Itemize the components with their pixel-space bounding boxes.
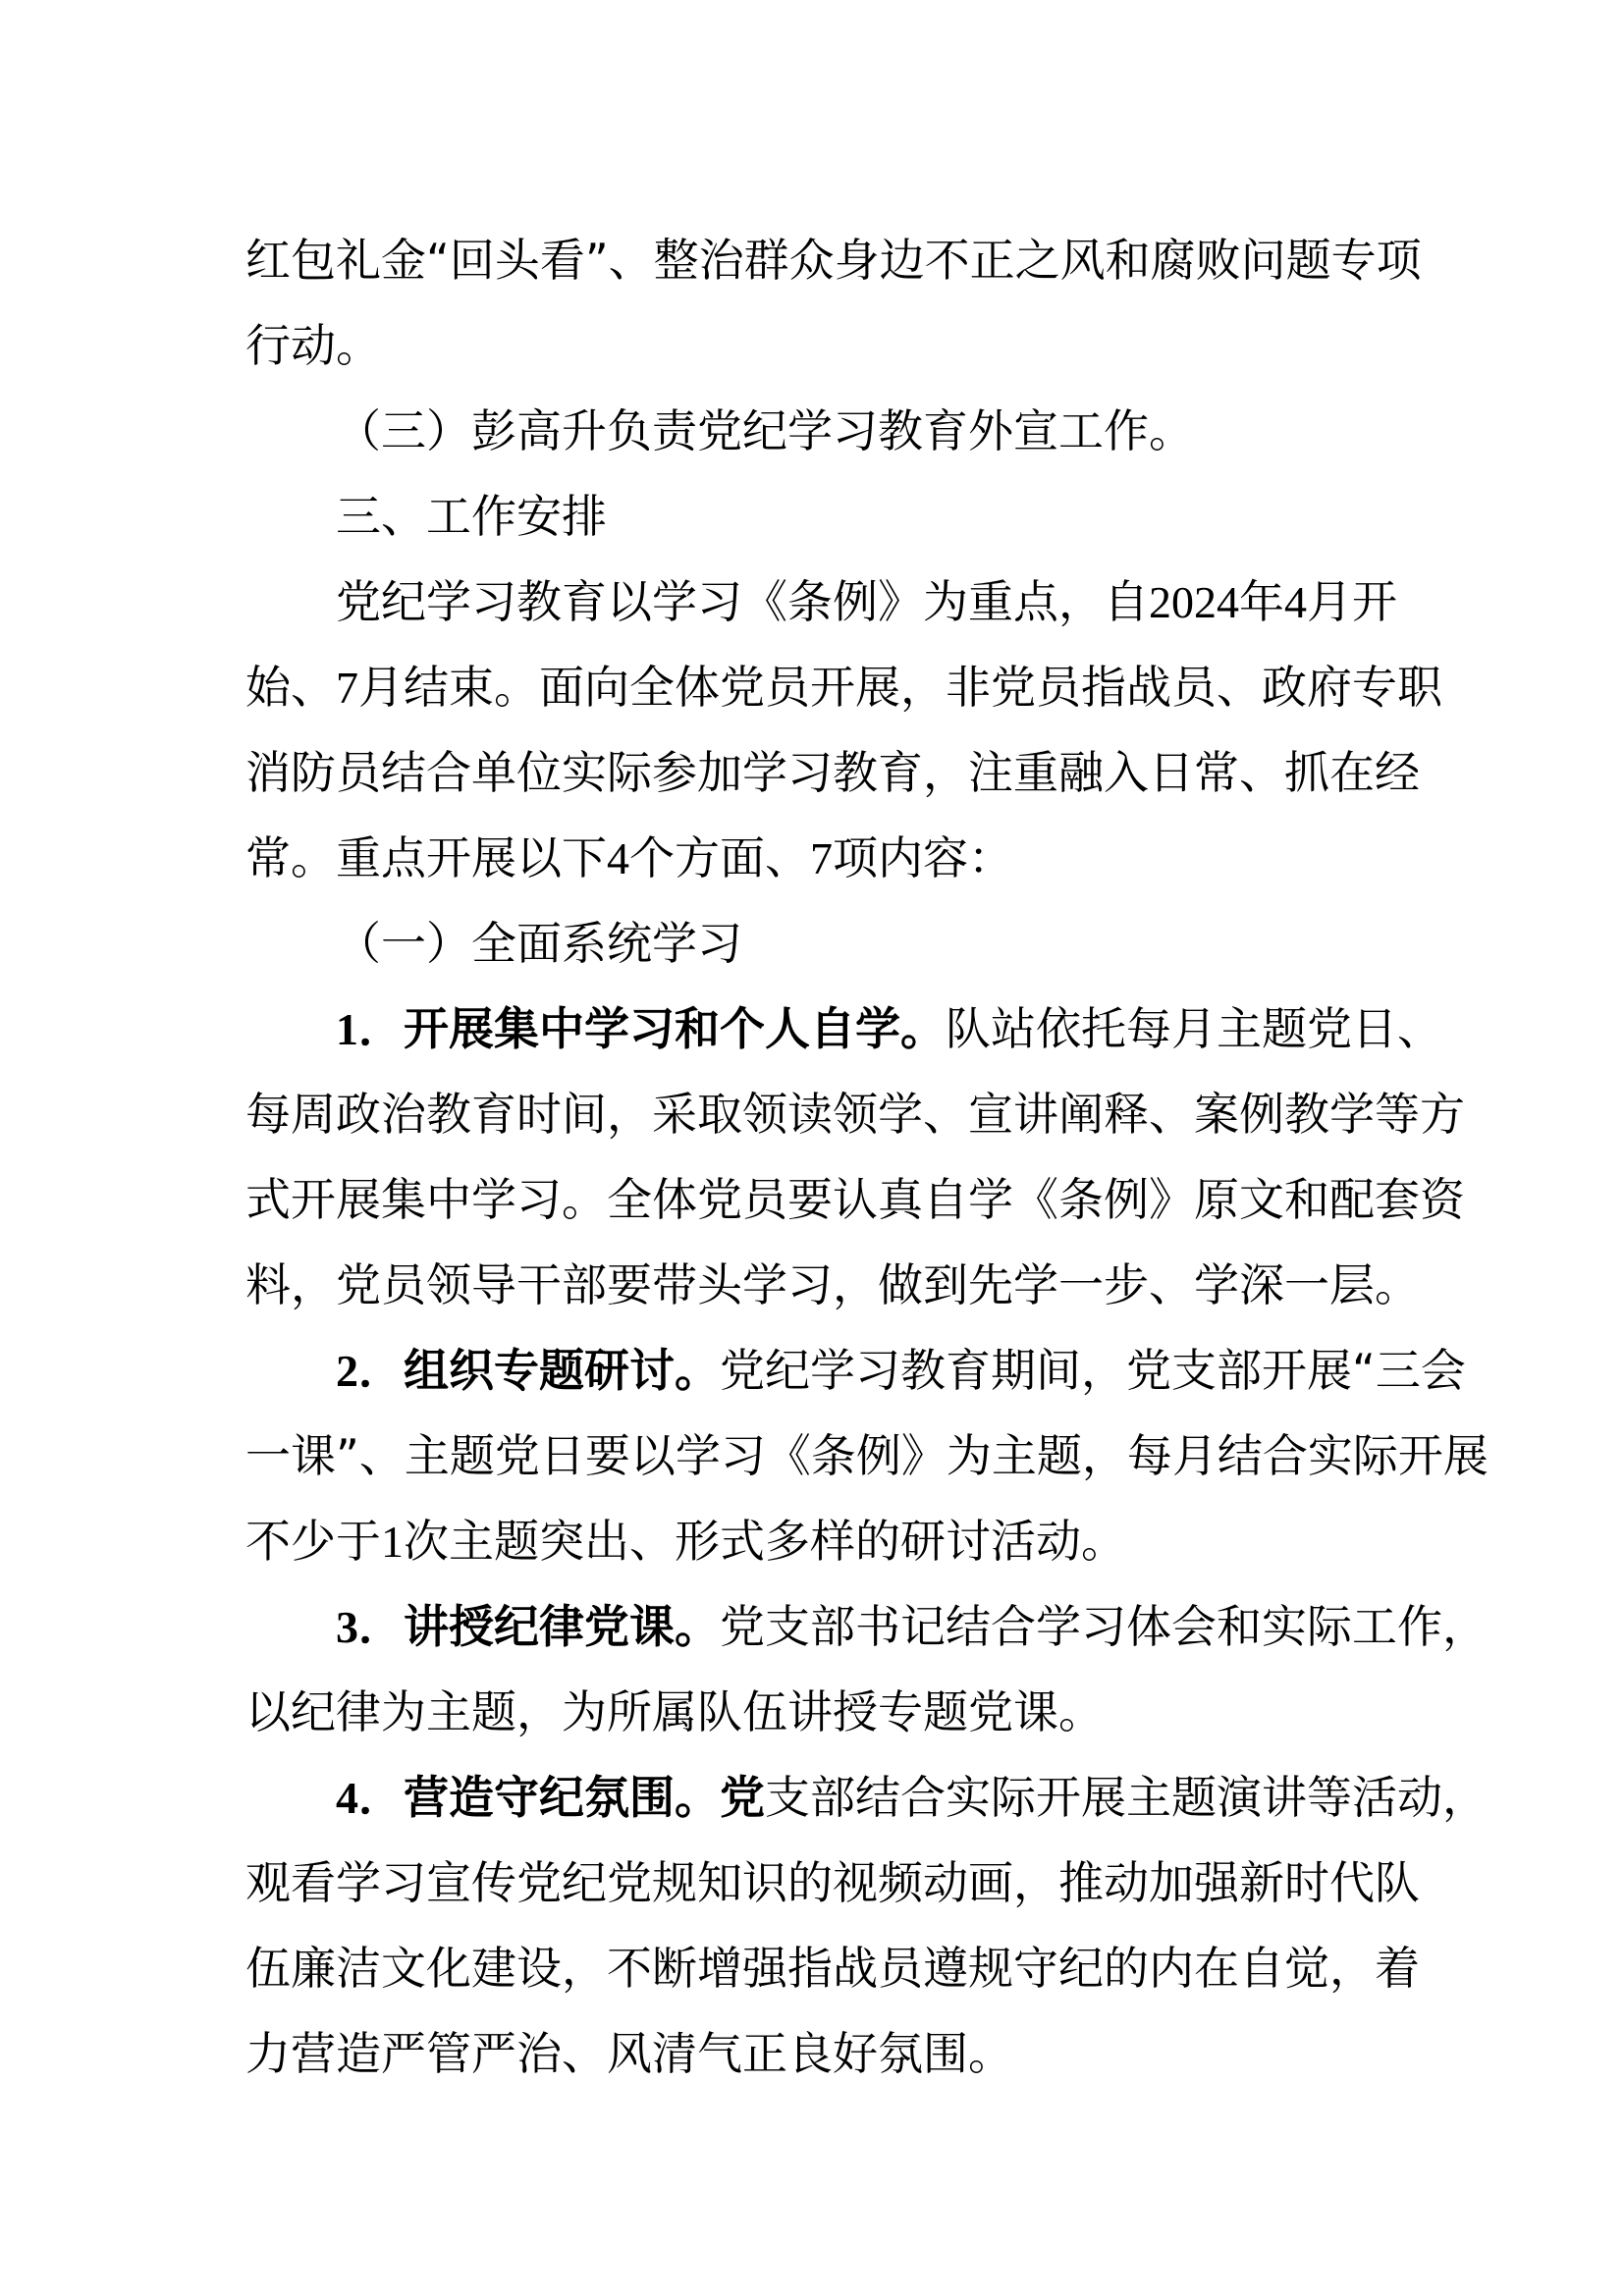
text-run: 党纪学习教育期间，党支部开展“三会 (720, 1344, 1466, 1397)
item-number: 2． (336, 1346, 404, 1396)
item-2-line (245, 1328, 1466, 1414)
item-title: 讲授纪律党课。 (404, 1600, 720, 1653)
paragraph-line: 伍廉洁文化建设，不断增强指战员遵规守纪的内在自觉，着 (245, 1942, 1420, 1995)
paragraph-line (245, 645, 1442, 730)
paragraph-line: 红包礼金“回头看”、整治群众身边不正之风和腐败问题专项 (245, 234, 1422, 287)
paragraph-line: 料，党员领导干部要带头学习，做到先学一步、学深一层。 (245, 1258, 1420, 1311)
item-1-line (245, 987, 1442, 1072)
document-body (245, 218, 1489, 2097)
item-title: 开展集中学习和个人自学。 (404, 1002, 946, 1055)
paragraph-line (245, 816, 1384, 901)
text-run: 年 (1239, 575, 1284, 628)
paragraph-line: 观看学习宣传党纪党规知识的视频动画，推动加强新时代队 (245, 1856, 1420, 1909)
item-3-line (245, 1584, 1488, 1670)
text-run: 次主题突出、形式多样的研讨活动。 (404, 1515, 1126, 1568)
month-number: 4 (1284, 577, 1307, 627)
text-run: 个方面、 (629, 831, 810, 884)
paragraph-line (245, 560, 1397, 645)
text-run: 不少于 (245, 1515, 381, 1568)
subsection-heading: （一）全面系统学习 (336, 917, 742, 970)
paragraph-line (245, 1499, 1384, 1584)
text-run: 队站依托每月主题党日、 (946, 1002, 1442, 1055)
text-run: 支部结合实际开展主题演讲等活动， (765, 1771, 1488, 1824)
item-number: 4． (336, 1773, 404, 1823)
year-number: 2024 (1149, 577, 1239, 627)
paragraph-line: 行动。 (245, 319, 381, 372)
text-run: 党支部书记结合学习体会和实际工作， (720, 1600, 1488, 1653)
item-number: 3． (336, 1602, 404, 1652)
text-run: 月结束。面向全体党员开展，非党员指战员、政府专职 (358, 661, 1442, 714)
count-number: 4 (607, 833, 629, 883)
paragraph-line: 消防员结合单位实际参加学习教育，注重融入日常、抓在经 (245, 746, 1420, 799)
count-number: 7 (810, 833, 833, 883)
text-run: 项内容： (833, 831, 1013, 884)
paragraph-line: 以纪律为主题，为所属队伍讲授专题党课。 (245, 1685, 1104, 1738)
item-title: 组织专题研讨。 (404, 1344, 720, 1397)
text-run: 党纪学习教育以学习《条例》为重点，自 (336, 575, 1149, 628)
section-heading: （三）彭高升负责党纪学习教育外宣工作。 (336, 404, 1194, 457)
paragraph-line: 力营造严管严治、风清气正良好氛围。 (245, 2027, 1013, 2080)
item-number: 1． (336, 1004, 404, 1054)
paragraph-line: 每周政治教育时间，采取领读领学、宣讲阐释、案例教学等方 (245, 1088, 1465, 1141)
text-run: 常。重点开展以下 (245, 831, 607, 884)
item-title: 营造守纪氛围。党 (404, 1771, 765, 1824)
paragraph-line: 式开展集中学习。全体党员要认真自学《条例》原文和配套资 (245, 1173, 1465, 1226)
text-run: 始、 (245, 661, 336, 714)
month-number: 7 (336, 663, 358, 713)
paragraph-line: 一课”、主题党日要以学习《条例》为主题，每月结合实际开展 (245, 1429, 1489, 1482)
section-heading: 三、工作安排 (336, 490, 607, 543)
count-number: 1 (381, 1517, 404, 1567)
text-run: 月开 (1307, 575, 1397, 628)
item-4-line (245, 1755, 1488, 1841)
